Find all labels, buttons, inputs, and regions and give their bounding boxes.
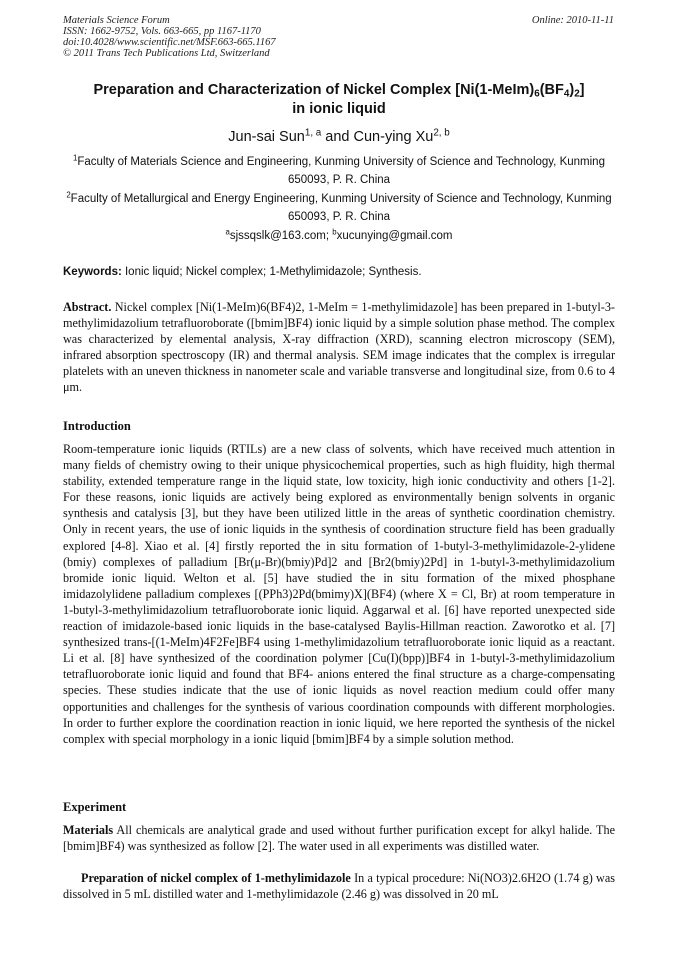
author-emails: $^a$sjssqslk@163.com; $^b$xucunying@gmail.com — [225, 227, 453, 242]
issn-line: ISSN: 1662-9752, Vols. 663-665, pp 1167-1170 — [63, 26, 261, 37]
online-date: Online: 2010-11-11 — [531, 15, 614, 26]
email-link[interactable]: sjssqslk@163.com; — [229, 230, 333, 242]
keywords-label: Keywords: — [63, 266, 122, 278]
author-list: Jun-sai Sun$^{1, a}$ and Cun-ying Xu$^{2, b}$ — [228, 127, 450, 145]
keywords: Keywords: Ionic liquid; Nickel complex; 1-Methylimidazole; Synthesis. — [63, 266, 422, 278]
journal-name: Materials Science Forum — [63, 15, 170, 26]
paper-title — [40, 81, 638, 119]
abstract — [63, 299, 615, 396]
copyright-line: © 2011 Trans Tech Publications Ltd, Switzerland — [63, 48, 270, 59]
author-name: Cun-ying Xu — [353, 129, 434, 145]
email-link[interactable]: xucunying@gmail.com — [336, 230, 453, 242]
section-heading-experiment: Experiment — [63, 800, 127, 814]
affiliation-2: $^2$Faculty of Metallurgical and Energy Engineering, Kunming University of Science and Technology, Kunming 650093, P. R. China — [66, 190, 612, 223]
preparation-paragraph: Preparation of nickel complex of 1-methylimidazole In a typical procedure: Ni(NO3)2.6H2O (1.74 g) was dissolved in 5 mL distilled water and 1-methylimidazole (2.46 g) was dissolved in 20 mL — [63, 871, 615, 902]
journal-header — [63, 15, 276, 59]
section-heading-introduction: Introduction — [63, 419, 131, 433]
introduction-text: Room-temperature ionic liquids (RTILs) are a new class of solvents, which have received much attention in many fields of chemistry owing to their unique physicochemical properties, such as high fluidity, high thermal stability, extended temperature range in the liquid state, low toxicity, high ionic conductivity and others [1-2]. For these reasons, ionic liquids are actively being explored as environmentally benign solvents in organic synthesis and catalysis [3], but they have been utilized little in the areas of synthetic coordination chemistry. Only in recent years, the use of ionic liquids in the synthesis of coordination structure field has been gradually explored [4-8]. Xiao et al. [4] firstly reported the in situ formation of 1-butyl-3-methylimidazole-2-ylidene (bmiy) complexes of palladium [Br(μ-Br)(bmiy)Pd]2 and [Br2(bmiy)2Pd] in 1-butyl-3-methylimidazolium bromide ionic liquid. Welton et al. [5] have studied the in situ formation of the mixed phosphane imidazolylidene palladium complexes [(PPh3)2Pd(bmimy)X](BF4) (where X = Cl, Br) at room temperature in 1-butyl-3-methylimidazolium tetrafluoroborate ionic liquid. Aggarwal et al. [6] have reported unexpected side reaction of imidazole-based ionic liquids in the base-catalysed Baylis-Hillman reaction. Zaworotko et al. [7] synthesized trans-[(1-MeIm)4F2Fe]BF4 using 1-methylimidazolium tetrafluoroborate ionic liquid as a reactant. Li et al. [8] have synthesized of the coordination polymer [Cu(I)(bpp)]BF4 in 1-butyl-3-methylimidazolium tetrafluoroborate ionic liquid and found that BF4- anions entered the final structure as a charge-compensating species. These studies indicate that the use of ionic liquids as novel reaction medium could offer many opportunities and challenges for the synthesis of various coordination compounds with different morphologies. In order to further explore the coordination reaction in ionic liquid, we here reported the synthesis of the nickel complex with special morphology in a ionic liquid [bmim]BF4 by a simple solution method. — [63, 442, 615, 746]
title-line-1: Preparation and Characterization of Nickel Complex $[Ni(1-MeIm)_6(BF_4)_2]$ — [93, 82, 585, 100]
author-name: Jun-sai Sun — [228, 129, 305, 145]
affiliation-1: $^1$Faculty of Materials Science and Engineering, Kunming University of Science and Technology, Kunming 650093, P. R. China — [73, 153, 605, 186]
doi-line: doi:10.4028/www.scientific.net/MSF.663-665.1167 — [63, 37, 276, 48]
materials-paragraph: Materials All chemicals are analytical grade and used without further purification except for alkyl halide. The [bmim]BF4) was synthesized as follow [2]. The water used in all experiments was distilled water. — [63, 823, 615, 854]
abstract-label: Abstract. — [63, 300, 112, 314]
abstract-text: Nickel complex [Ni(1-MeIm)6(BF4)2, 1-MeIm = 1-methylimidazole] has been prepared in 1-butyl-3-methylimidazolium tetrafluoroborate ([bmim]BF4) ionic liquid by a simple solution phase method. The complex was characterized by elemental analysis, X-ray diffraction (XRD), scanning electron microscopy (SEM), infrared absorption spectroscopy (IR) and thermal analysis. SEM image indicates that the complex is irregular platelets with an uneven thickness in nanometer scale and variable transverse and longitudinal size, from 0.6 to 4 μm. — [63, 300, 615, 395]
title-line-2: in ionic liquid — [292, 101, 386, 117]
